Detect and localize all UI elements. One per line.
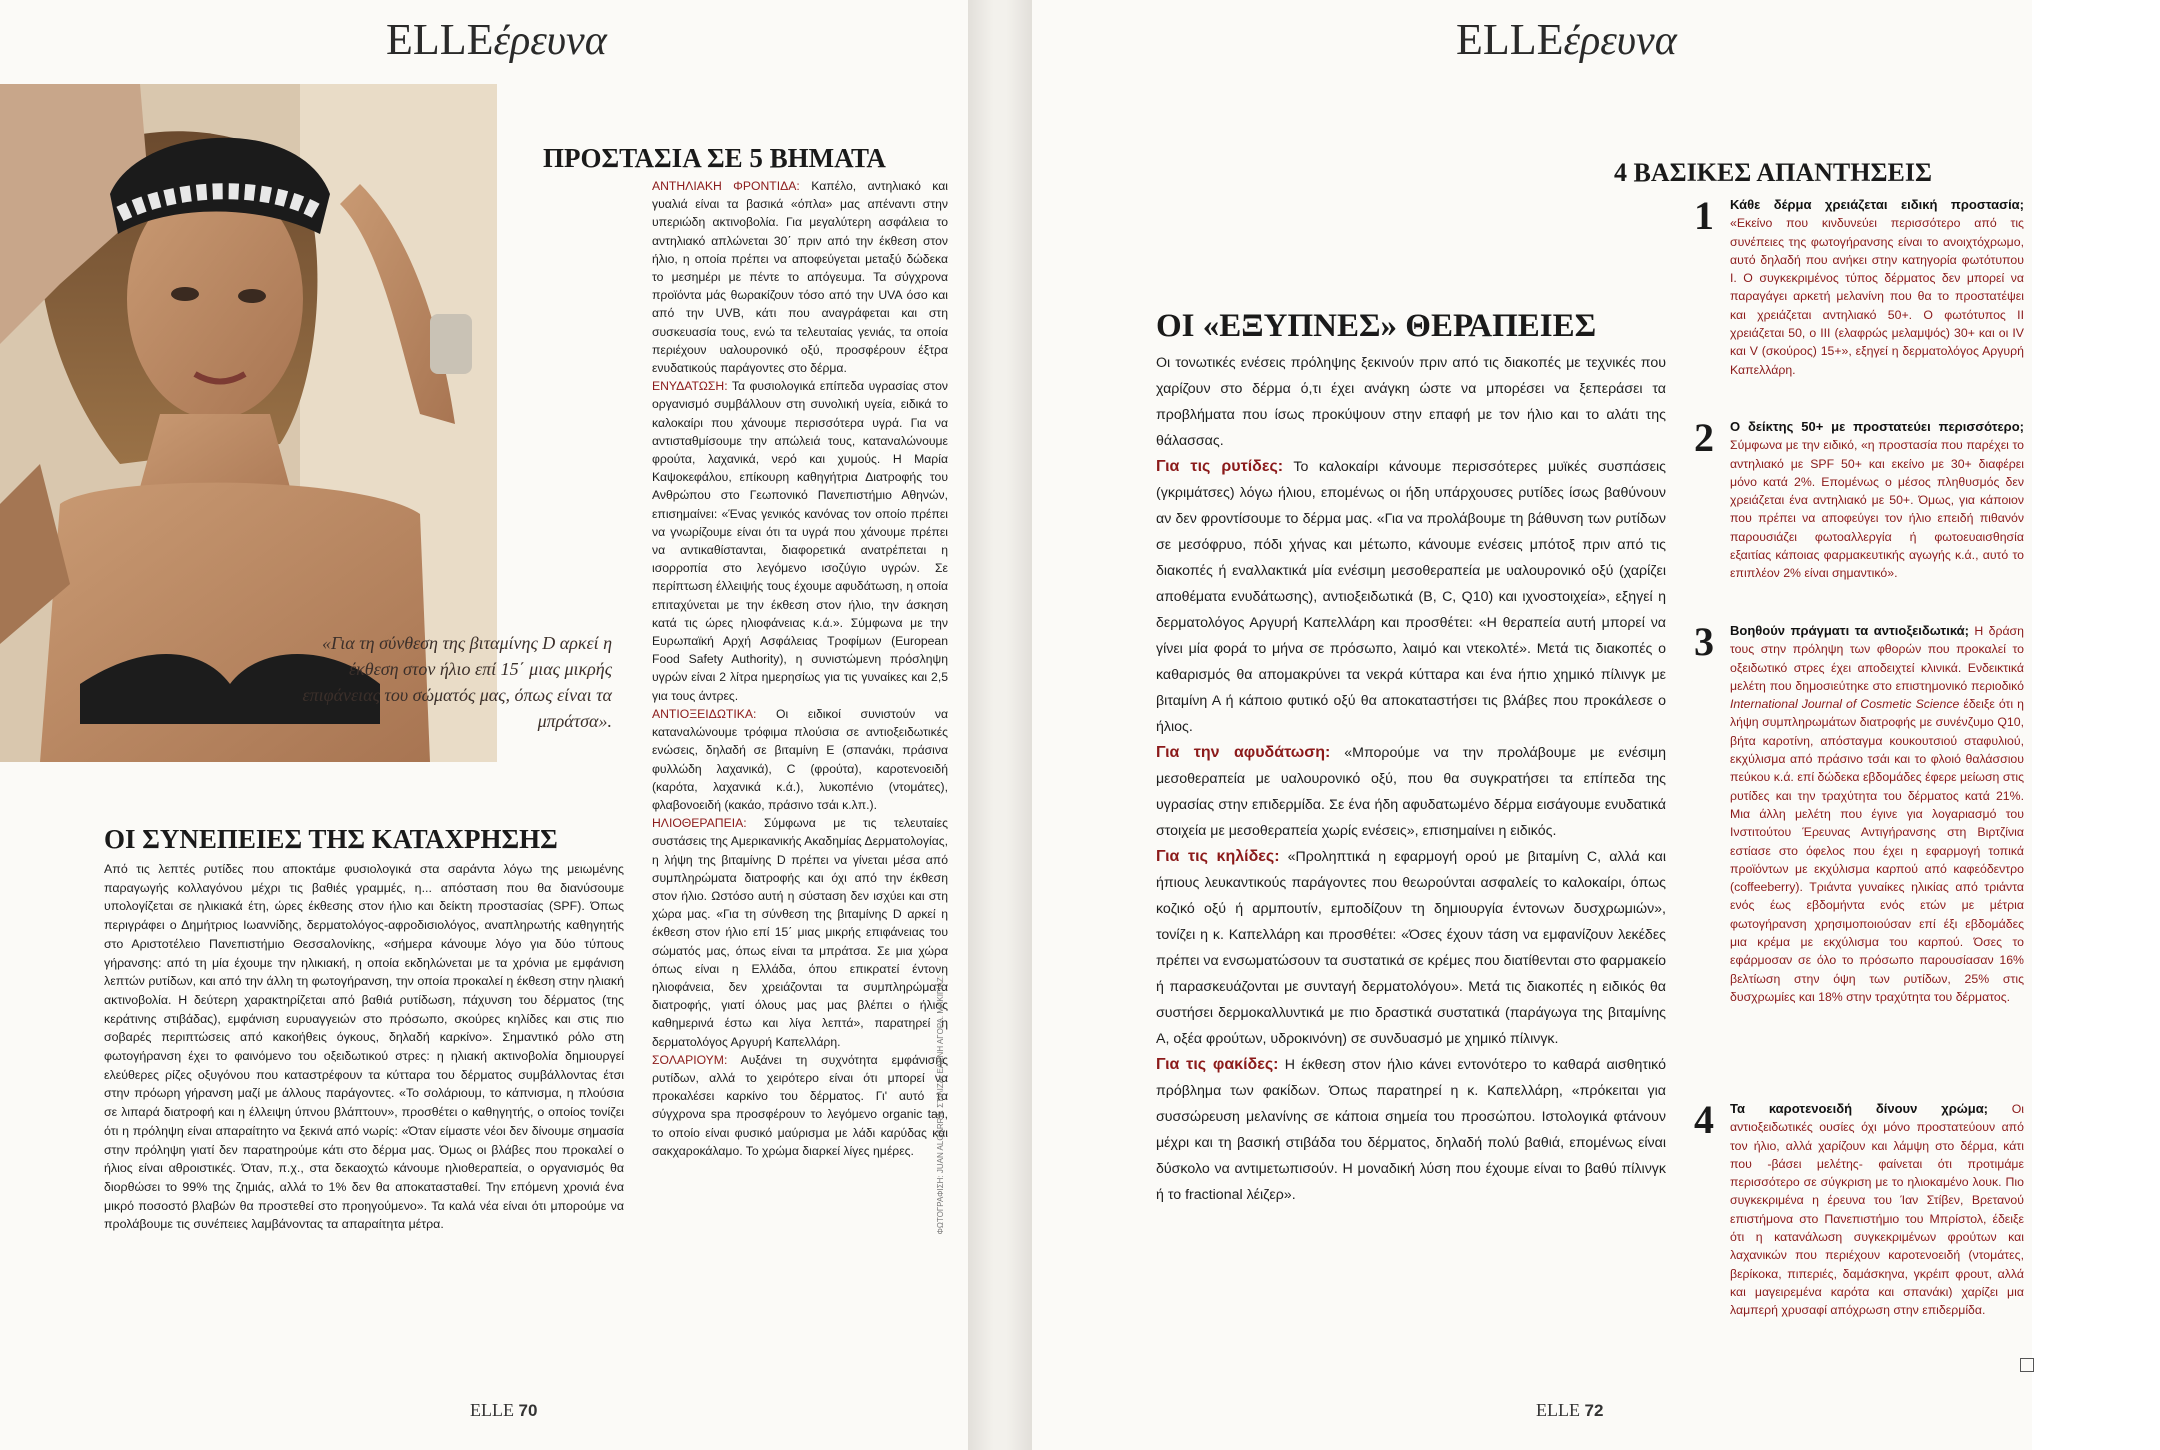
therapy-3-text: «Προληπτικά η εφαρμογή ορού με βιταμίνη C, αλλά και ήπιους λευκαντικούς παράγοντες που θεωρούνται ασφαλείς το καλοκαίρι, όπως κοζικό οξύ ή αρμπουτίν, εμποδίζουν τη δημιουργία έντονων δυσχρωμιών», τονίζει η κ. Καπελλάρη και προσθέτει: «Όσες έχουν τάση να εμφανίζουν λεκέδες πρέπει να ενσωματώσουν τα συστατικά σε κρέμες που διατίθενται στο φαρμακείο ή παρασκευάζονται με συνταγή δερματολόγου». Μετά τις διακοπές η ειδικός θα συστήσει δερμοκαλλυντικά με πιο δραστικά συστατικά (παράγωγα της βιταμίνης Α, οξέα φρούτων, υδροκινόνη) σε συνδυασμό με χημικό πίλινγκ.: [1156, 849, 1666, 1047]
folio-brand: ELLE: [1536, 1400, 1580, 1420]
prot-item-5-label: ΣΟΛΑΡΙΟΥΜ:: [652, 1052, 728, 1067]
therapy-4-text: Η έκθεση στον ήλιο κάνει εντονότερο το καθαρά αισθητικό πρόβλημα των φακίδων. Όπως παρατηρεί η κ. Καπελλάρη, «πρόκειται για συσσώρευση μελανίνης σε κάποια σημεία του προσώπου. Ιστολογικά φτάνουν μέχρι και τη βασική στιβάδα του δέρματος, δηλαδή πολύ βαθιά, επομένως είναι δύσκολο να αντιμετωπισούν. Η μοναδική λύση που έχουμε είναι το βαθύ πίλινγκ ή το fractional λέιζερ».: [1156, 1057, 1666, 1203]
therapy-1-label: Για τις ρυτίδες:: [1156, 458, 1284, 475]
therapy-2-label: Για την αφυδάτωση:: [1156, 744, 1331, 761]
folio-brand: ELLE: [470, 1400, 514, 1420]
answer-3-text: Η δράση τους στην πρόληψη των φθορών που προκαλεί το οξειδωτικό στρες έχει αποδειχτεί κλινικά. Ενδεικτικά μελέτη που δημοσιεύτηκε στο επιστημονικό περιοδικό: [1730, 624, 2024, 693]
therapy-4-label: Για τις φακίδες:: [1156, 1056, 1279, 1073]
prot-item-2-label: ΕΝΥΔΑΤΩΣΗ:: [652, 379, 728, 394]
prot-item-1-text: Καπέλο, αντηλιακό και γυαλιά είναι τα βασικά «όπλα» μας απέναντι στην υπεριώδη ακτινοβολία. Για μεγαλύτερη ασφάλεια το αντηλιακό απλώνεται 30΄ πριν από την έκθεση στον ήλιο, η οποία πρέπει να αποφεύγεται μεταξύ δώδεκα το μεσημέρι με πέντε το απόγευμα. Τα σύγχρονα προϊόντα μάς θωρακίζουν τόσο από την UVA όσο και από την UVB, κάτι που αναγράφεται και στη συσκευασία τους, ενώ τα τελευταίας γενιάς, τα οποία περιέχουν υαλουρονικό οξύ, προσφέρουν έξτρα ενυδατικούς παράγοντες στο δέρμα.: [652, 179, 948, 376]
therapies-intro: Οι τονωτικές ενέσεις πρόληψης ξεκινούν πριν από τις διακοπές με τεχνικές που χαρίζουν στο δέρμα ό,τι έχει ανάγκη ώστε να μπορέσει να ξεπεράσει τα προβλήματα που ίσως προκύψουν στην επαφή με τον ήλιο και το αλάτι της θάλασσας.: [1156, 355, 1666, 449]
photo-credit: ΦΩΤΟΓΡΑΦΙΣΗ: JUAN ALGARRA. ΣΤΙΛΙΖΑ: ΕΛΕΝΗ ΑΓΟΡΑ. ΜΑΚΙΓΙΑΖ:: [936, 975, 945, 1235]
running-header: [1456, 14, 1677, 65]
answer-3-number: 3: [1694, 619, 1714, 664]
protection-column: [652, 177, 948, 1160]
page-number: [470, 1400, 537, 1421]
header-brand: ELLE: [1456, 15, 1564, 64]
end-mark: [2020, 1358, 2034, 1372]
prot-item-3-label: ΑΝΤΙΟΞΕΙΔΩΤΙΚΑ:: [652, 706, 757, 721]
folio-number: 70: [518, 1401, 538, 1420]
answer-3: [1694, 619, 2024, 1006]
protection-title: ΠΡΟΣΤΑΣΙΑ ΣΕ 5 ΒΗΜΑΤΑ: [543, 143, 886, 173]
therapies-body: [1156, 350, 1666, 1208]
therapy-1-text: Το καλοκαίρι κάνουμε περισσότερες μυϊκές συσπάσεις (γκριμάτσες) λόγω ήλιου, επομένως οι ήδη υπάρχουσες ρυτίδες ίσως βαθύνουν αν δεν φροντίσουμε το δέρμα μας. «Για να προλάβουμε τη βάθυνση των ρυτίδων σε μεσόφρυο, πόδι χήνας και μέτωπο, κάνουμε ενέσεις μπότοξ πριν από τις διακοπές ή εναλλακτικά μία ενέσιμη μεσοθεραπεία με υαλουρονικό οξύ (χαρίζει αποθέματα ενυδάτωσης), αντιοξειδωτικά (Β, C, Q10) και ιχνοστοιχεία», εξηγεί η δερματολόγος Αργυρή Καπελλάρη και προσθέτει: «Η θεραπεία αυτή μπορεί να γίνει μία φορά το μήνα σε πρόσωπο, λαιμό και ντεκολτέ». Μετά τις διακοπές ο καθαρισμός θα απομακρύνει τα νεκρά κύτταρα και ένα ήπιο χημικό πίλινγκ με βιταμίνη Α ή κάποιο φυτικό οξύ θα αποκαταστήσει τις βλάβες που προκάλεσε ο ήλιος.: [1156, 459, 1666, 735]
answer-1: [1694, 193, 2024, 379]
answer-1-question: Κάθε δέρμα χρειάζεται ειδική προστασία;: [1730, 197, 2024, 212]
left-page: [0, 0, 968, 1450]
therapy-3-label: Για τις κηλίδες:: [1156, 848, 1280, 865]
header-section: έρευνα: [493, 18, 607, 64]
answer-3-journal: International Journal of Cosmetic Science: [1730, 697, 1960, 712]
answer-3-text-cont: έδειξε ότι η λήψη συμπληρωμάτων διατροφής με συνένζυμο Q10, βήτα καροτίνη, απόσταγμα κουκουτσιού σταφυλιού, εκχύλισμα από πράσινο τσάι και το φλοιό θαλάσσιου πεύκου κ.ά. επί δώδεκα εβδομάδες έφερε μείωση στις ρυτίδες και την τραχύτητα του δέρματος κατά 21%. Μια άλλη μελέτη που έγινε για λογαριασμό του Ινστιτούτου Έρευνας Αντιγήρανσης στη Βιρτζίνια εστίασε στο όφελος που έχει η εφαρμογή τοπικά προϊόντων με εκχύλισμα καρπού από καφεόδεντρο (coffeeberry). Τριάντα γυναίκες ηλικίας από τριάντα ενός έως εβδομήντα ενός ετών με μέτρια φωτογήρανση χρησιμοποιούσαν επί έξι εβδομάδες μια κρέμα με εκχύλισμα του καρπού. Όσες το εφάρμοσαν σε όλο το πρόσωπο παρουσίασαν 16% βελτίωση στην όψη των ρυτίδων, 25% στις δυσχρωμίες και 18% στην τραχύτητα του δέρματος.: [1730, 697, 2024, 1004]
page-gutter: [968, 0, 1032, 1450]
photo-caption: «Για τη σύνθεση της βιταμίνης D αρκεί η έκθεση στον ήλιο επί 15΄ μιας μικρής επιφάνειας του σώματός μας, όπως είναι τα μπράτσα».: [302, 633, 612, 731]
prot-item-1-label: ΑΝΤΗΛΙΑΚΗ ΦΡΟΝΤΙΔΑ:: [652, 179, 800, 193]
prot-item-4-text: Σύμφωνα με τις τελευταίες συστάσεις της Αμερικανικής Ακαδημίας Δερματολογίας, η λήψη της βιταμίνης D πρέπει να γίνεται μέσα από συμπληρώματα διατροφής και όχι από την έκθεση στον ήλιο. Ωστόσο αυτή η σύσταση δεν ισχύει και στη χώρα μας. «Για τη σύνθεση της βιταμίνης D αρκεί η έκθεση στον ήλιο επί 15΄ μιας μικρής επιφάνειας του σώματός μας, όπως είναι τα μπράτσα. Σε μια χώρα όπως είναι η Ελλάδα, όπου επικρατεί έντονη ηλιοφάνεια, δεν χρειάζονται τα συμπληρώματα διατροφής, γιατί όλους μας μας βλέπει ο ήλιος καθημερινά έστω και λίγα λεπτά», παρατηρεί η δερματολόγος Αργυρή Καπελλάρη.: [652, 816, 948, 1049]
consequences-body: Από τις λεπτές ρυτίδες που αποκτάμε φυσιολογικά στα σαράντα λόγω της μειωμένης παραγωγής κολλαγόνου μέχρι τις βαθιές γραμμές, η... απόσταση που θα διανύσουμε υπολογίζεται σε ηλικιακά έτη, ώρες έκθεσης στον ήλιο και δείκτη προστασίας (SPF). Όπως περιγράφει ο Δημήτριος Ιωαννίδης, δερματολόγος-αφροδισιολόγος, αναπληρωτής καθηγητής στο Αριστοτέλειο Πανεπιστήμιο Θεσσαλονίκης, «σήμερα κάνουμε λόγο για δύο τύπους γήρανσης: από τη μία έχουμε την ηλικιακή, η οποία εκδηλώνεται με τα χρόνια με εμφάνιση λεπτών ρυτίδων, και από την άλλη τη φωτογήρανση, την οποία προκαλεί η έκθεση στην ηλιακή ακτινοβολία. Η δεύτερη χαρακτηρίζεται από βαθιά ρυτίδωση, πάχυνση του δέρματος (της κεράτινης στιβάδας), εμφάνιση ευρυαγγειών στο πρόσωπο, σκούρες κηλίδες και στις πιο σοβαρές περιπτώσεις από κακοήθεις όγκους, δηλαδή καρκίνο». Σημαντικό ρόλο στη φωτογήρανση έχει το φαινόμενο του οξειδωτικού στρες: η ηλιακή ακτινοβολία δημιουργεί ελεύθερες ρίζες οξυγόνου που καταστρέφουν τα κύτταρα του δέρματος συμβάλλοντας έτσι στην πρόωρη γήρανση μαζί με άλλους παράγοντες. «Το σολάριουμ, το κάπνισμα, η πλούσια σε λιπαρά διατροφή και η έλλειψη ύπνου βλάπτουν», προσθέτει ο καθηγητής, ο οποίος τονίζει ότι η πρόληψη είναι απαραίτητο να ξεκινά από νωρίς: «Όταν είμαστε νέοι δεν δίνουμε σημασία στην πρόληψη γιατί δεν παρατηρούμε κάτι στο δέρμα μας. Όμως οι βλάβες που προκαλεί ο ήλιος είναι αθροιστικές. Όταν, π.χ., στα δεκαοχτώ κάνουμε ηλιοθεραπεία, ο οργανισμός θα διορθώσει το 99% της ζημιάς, αλλά το 1% δεν θα αποκατασταθεί. Την επόμενη χρονιά ένα μικρό ποσοστό βλαβών θα προστεθεί στο προηγούμενο». Τα καλά νέα είναι ότι μπορούμε να προλάβουμε τις συνέπειες λαμβάνοντας τα απαραίτητα μέτρα.: [104, 862, 624, 1232]
therapies-title: ΟΙ «ΕΞΥΠΝΕΣ» ΘΕΡΑΠΕΙΕΣ: [1156, 308, 1597, 344]
header-section: έρευνα: [1563, 18, 1677, 64]
answers-title: 4 ΒΑΣΙΚΕΣ ΑΠΑΝΤΗΣΕΙΣ: [1614, 158, 1932, 187]
prot-item-5-text: Αυξάνει τη συχνότητα εμφάνισης ρυτίδων, αλλά το χειρότερο είναι ότι μπορεί να προκαλέσει καρκίνο του δέρματος. Γι' αυτό τα σύγχρονα spa προσφέρουν το λεγόμενο organic tan, το οποίο είναι φυσικό μαύρισμα με λάδι καρύδας και σακχαροκάλαμο. Το χρώμα διαρκεί λίγες ημέρες.: [652, 1052, 948, 1158]
prot-item-2-text: Τα φυσιολογικά επίπεδα υγρασίας στον οργανισμό συμβάλλουν στη συνολική υγεία, ειδικά το καλοκαίρι που χάνουμε περισσότερα υγρά. Για να αντισταθμίσουμε την απώλειά τους, καταναλώνουμε φρούτα, λαχανικά, νερό και χυμούς. Η Μαρία Καψοκεφάλου, επίκουρη καθηγήτρια Διατροφής του Ανθρώπου στο Γεωπονικό Πανεπιστήμιο Αθηνών, επισημαίνει: «Ένας γενικός κανόνας τον οποίο πρέπει να γνωρίζουμε είναι ότι τα υγρά που χάνουμε πρέπει να αντικαθίστανται, διαφορετικά ανατρέπεται η ισορροπία στο λεγόμενο ισοζύγιο υγρών. Σε περίπτωση έλλειψής τους έχουμε αφυδάτωση, η οποία επιταχύνεται με την έκθεση στον ήλιο, την άσκηση κατά τις ώρες ηλιοφάνειας κ.ά.». Σύμφωνα με την Ευρωπαϊκή Αρχή Ασφάλειας Τροφίμων (European Food Safety Authority), η συνιστώμενη πρόσληψη υγρών είναι 2 λίτρα ημερησίως για τις γυναίκες και 2,5 για τους άντρες.: [652, 379, 948, 703]
answer-4-question: Τα καροτενοειδή δίνουν χρώμα;: [1730, 1101, 1989, 1116]
running-header: [386, 14, 607, 65]
therapy-2-text: «Μπορούμε να την προλάβουμε με ενέσιμη μεσοθεραπεία με υαλουρονικό οξύ, που θα συγκρατήσει τα επίπεδα της υγρασίας στην επιδερμίδα. Σε ένα ήδη αφυδατωμένο δέρμα εισάγουμε ενυδατικά στοιχεία με μεσοθεραπεία χωρίς ενέσεις», επισημαίνει η ειδικός.: [1156, 745, 1666, 839]
answer-3-question: Βοηθούν πράγματι τα αντιοξειδωτικά;: [1730, 623, 1969, 638]
answer-1-text: «Εκείνο που κινδυνεύει περισσότερο από τις συνέπειες της φωτογήρανσης είναι το ανοιχτόχρωμο, αυτό δηλαδή που ανήκει στην κατηγορία φωτότυπου Ι. Ο συγκεκριμένος τύπος δέρματος δεν μπορεί να παραγάγει αρκετή μελανίνη που θα το προστατέψει και χρειάζεται αντηλιακό 50+. Ο φωτότυπος ΙΙ χρειάζεται 50, ο ΙΙΙ (ελαφρώς μελαμψός) 30+ και οι IV και V (σκούρος) 15+», εξηγεί η δερματολόγος Αργυρή Καπελλάρη.: [1730, 216, 2024, 377]
answer-4-text: Οι αντιοξειδωτικές ουσίες όχι μόνο προστατεύουν από τον ήλιο, αλλά χαρίζουν και λάμψη στο δέρμα, κάτι που -βάσει μελέτης- φαίνεται ότι προτιμάμε περισσότερο σε σύγκριση με το ηλιοκαμένο λουκ. Πιο συγκεκριμένα η έρευνα του Ίαν Στίβεν, Βρετανού επιστήμονα στο Πανεπιστήμιο του Μπρίστολ, έδειξε ότι η κατανάλωση συγκεκριμένων φρούτων και λαχανικών που περιέχουν καροτενοειδή (ντομάτες, βερίκοκα, πιπεριές, δαμάσκηνα, γκρέιπ φρουτ, αλλά και μαγειρεμένα καρότα και σπανάκι) χαρίζει μια λαμπερή χρυσαφί απόχρωση στην επιδερμίδα.: [1730, 1102, 2024, 1318]
header-brand: ELLE: [386, 15, 494, 64]
page-number: [1536, 1400, 1603, 1421]
prot-item-4-label: ΗΛΙΟΘΕΡΑΠΕΙΑ:: [652, 816, 747, 831]
folio-number: 72: [1584, 1401, 1604, 1420]
answer-1-number: 1: [1694, 193, 1714, 238]
answer-4-number: 4: [1694, 1097, 1714, 1142]
prot-item-3-text: Οι ειδικοί συνιστούν να καταναλώνουμε τρόφιμα πλούσια σε αντιοξειδωτικές ενώσεις, δηλαδή σε βιταμίνη Ε (σπανάκι, πράσινα φυλλώδη λαχανικά), C (φρούτα), καροτενοειδή (καρότα, λαχανικά κ.ά.), λυκοπένιο (ντομάτες), φλαβονοειδή (κακάο, πράσινο τσάι κ.λπ.).: [652, 706, 948, 812]
blank-margin: [2032, 0, 2160, 1450]
answer-2-text: Σύμφωνα με την ειδικό, «η προστασία που παρέχει το αντηλιακό με SPF 50+ και εκείνο με 30+ διαφέρει μόνο κατά 2%. Επομένως ο μέσος πληθυσμός δεν χρειάζεται ένα αντηλιακό με 50+. Όμως, για κάποιον που πρέπει να αποφεύγει τον ήλιο επειδή πιθανόν παρουσιάζει φωτοαλλεργία ή φωτοευαισθησία εξαιτίας κάποιας φαρμακευτικής αγωγής κ.ά., αυτό το επιπλέον 2% είναι σημαντικό».: [1730, 438, 2024, 581]
consequences-title: ΟΙ ΣΥΝΕΠΕΙΕΣ ΤΗΣ ΚΑΤΑΧΡΗΣΗΣ: [104, 824, 558, 854]
answer-2-number: 2: [1694, 415, 1714, 460]
answer-2-question: Ο δείκτης 50+ με προστατεύει περισσότερο;: [1730, 419, 2024, 434]
answer-2: [1694, 415, 2024, 583]
answer-4: [1694, 1097, 2024, 1320]
